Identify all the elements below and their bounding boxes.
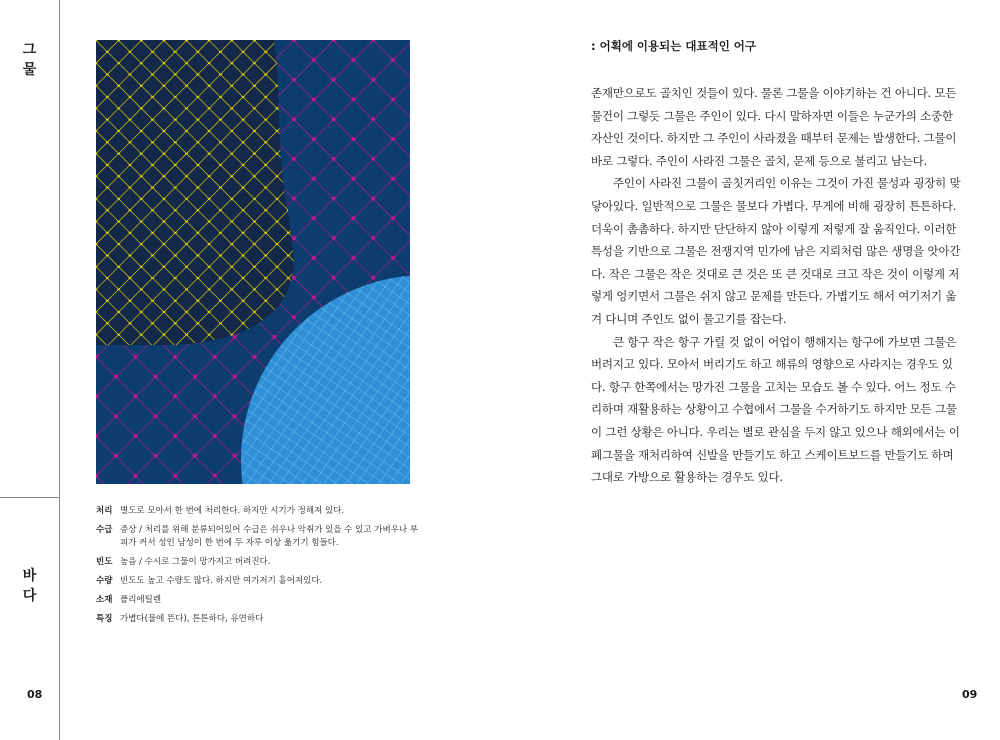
article-paragraph: 큰 항구 작은 항구 가릴 것 없이 어업이 행해지는 항구에 가보면 그물은 버려지고 있다. 모아서 버리기도 하고 해류의 영향으로 사라지는 경우도 있다. 항구 한쪽에서는 망가진 그물을 고치는 모습도 볼 수 있다. 어느 정도 수리하며 재활용하는 상황이고 수협에서 그물을 수거하기도 하지만 모든 그물이 그런 상황은 아니다. 우리는 별로 관심을 두지 않고 있으나 해외에서는 이 폐그물을 재처리하여 신발을 만들기도 하고 스케이트보드를 만들기도 하며 그대로 가방으로 활용하는 경우도 있다. xyxy=(591,334,960,485)
info-value: 폴리에틸렌 xyxy=(120,595,162,605)
article-heading: : 어획에 이용되는 대표적인 어구 xyxy=(591,39,757,53)
info-row-quantity xyxy=(96,575,426,588)
section-divider xyxy=(0,497,59,498)
info-row-characteristics xyxy=(96,613,426,626)
section-label-char: 그 xyxy=(22,42,37,58)
fishing-net-illustration xyxy=(96,40,410,484)
section-label-char: 다 xyxy=(22,588,37,604)
article-paragraph: 주인이 사라진 그물이 골칫거리인 이유는 그것이 가진 물성과 굉장히 맞닿아있다. 일반적으로 그물은 물보다 가볍다. 무게에 비해 굉장히 튼튼하다. 더욱이 촘촘하다. 하지만 단단하지 않아 이렇게 저렇게 잘 움직인다. 이러한 특성을 기반으로 그물은 전쟁지역 민가에 남은 지뢰처럼 많은 생명을 앗아간다. 작은 그물은 작은 것대로 큰 것은 또 큰 것대로 크고 작은 것이 이렇게 저렇게 엉키면서 그물은 쉬지 않고 문제를 만든다. 가볍기도 해서 여기저기 옮겨 다니며 주인도 없이 물고기를 잡는다. xyxy=(591,176,961,326)
info-value: 증상 / 처리를 위해 분류되어있어 수급은 쉬우나 악취가 있을 수 있고 가벼우나 부피가 커서 성인 남성이 한 번에 두 자루 이상 옮기기 힘들다. xyxy=(120,525,419,548)
info-row-processing xyxy=(96,505,426,518)
left-margin-rule xyxy=(59,0,60,740)
article xyxy=(591,38,961,489)
article-paragraph: 존재만으로도 골치인 것들이 있다. 물론 그물을 이야기하는 건 아니다. 모든 물건이 그렇듯 그물은 주인이 있다. 다시 말하자면 이들은 누군가의 소중한 자산인 것이다. 하지만 그 주인이 사라졌을 때부터 문제는 발생한다. 그물이 바로 그렇다. 주인이 사라진 그물은 골치, 문제 등으로 불리고 남는다. xyxy=(591,86,957,168)
section-label-net xyxy=(0,40,59,80)
info-value: 별도로 모아서 한 번에 처리한다. 하지만 시기가 정해져 있다. xyxy=(120,506,345,516)
info-key: 특징 xyxy=(96,614,113,624)
material-info-table xyxy=(96,505,426,632)
info-row-material xyxy=(96,594,426,607)
info-key: 빈도 xyxy=(96,557,113,567)
info-value: 가볍다(물에 뜬다), 튼튼하다, 유연하다 xyxy=(120,614,264,624)
page-number-right: 09 xyxy=(962,688,978,701)
info-value: 빈도도 높고 수량도 많다. 하지만 여기저기 흩어져있다. xyxy=(120,576,323,586)
info-row-supply xyxy=(96,524,426,550)
section-label-sea xyxy=(0,566,59,606)
section-label-char: 물 xyxy=(22,62,37,78)
info-key: 수량 xyxy=(96,576,113,586)
info-value: 높음 / 수시로 그물이 망가지고 버려진다. xyxy=(120,557,271,567)
info-key: 수급 xyxy=(96,525,113,535)
info-row-frequency xyxy=(96,556,426,569)
page-number-left: 08 xyxy=(27,688,43,701)
info-key: 소재 xyxy=(96,595,113,605)
info-key: 처리 xyxy=(96,506,113,516)
section-label-char: 바 xyxy=(22,568,37,584)
